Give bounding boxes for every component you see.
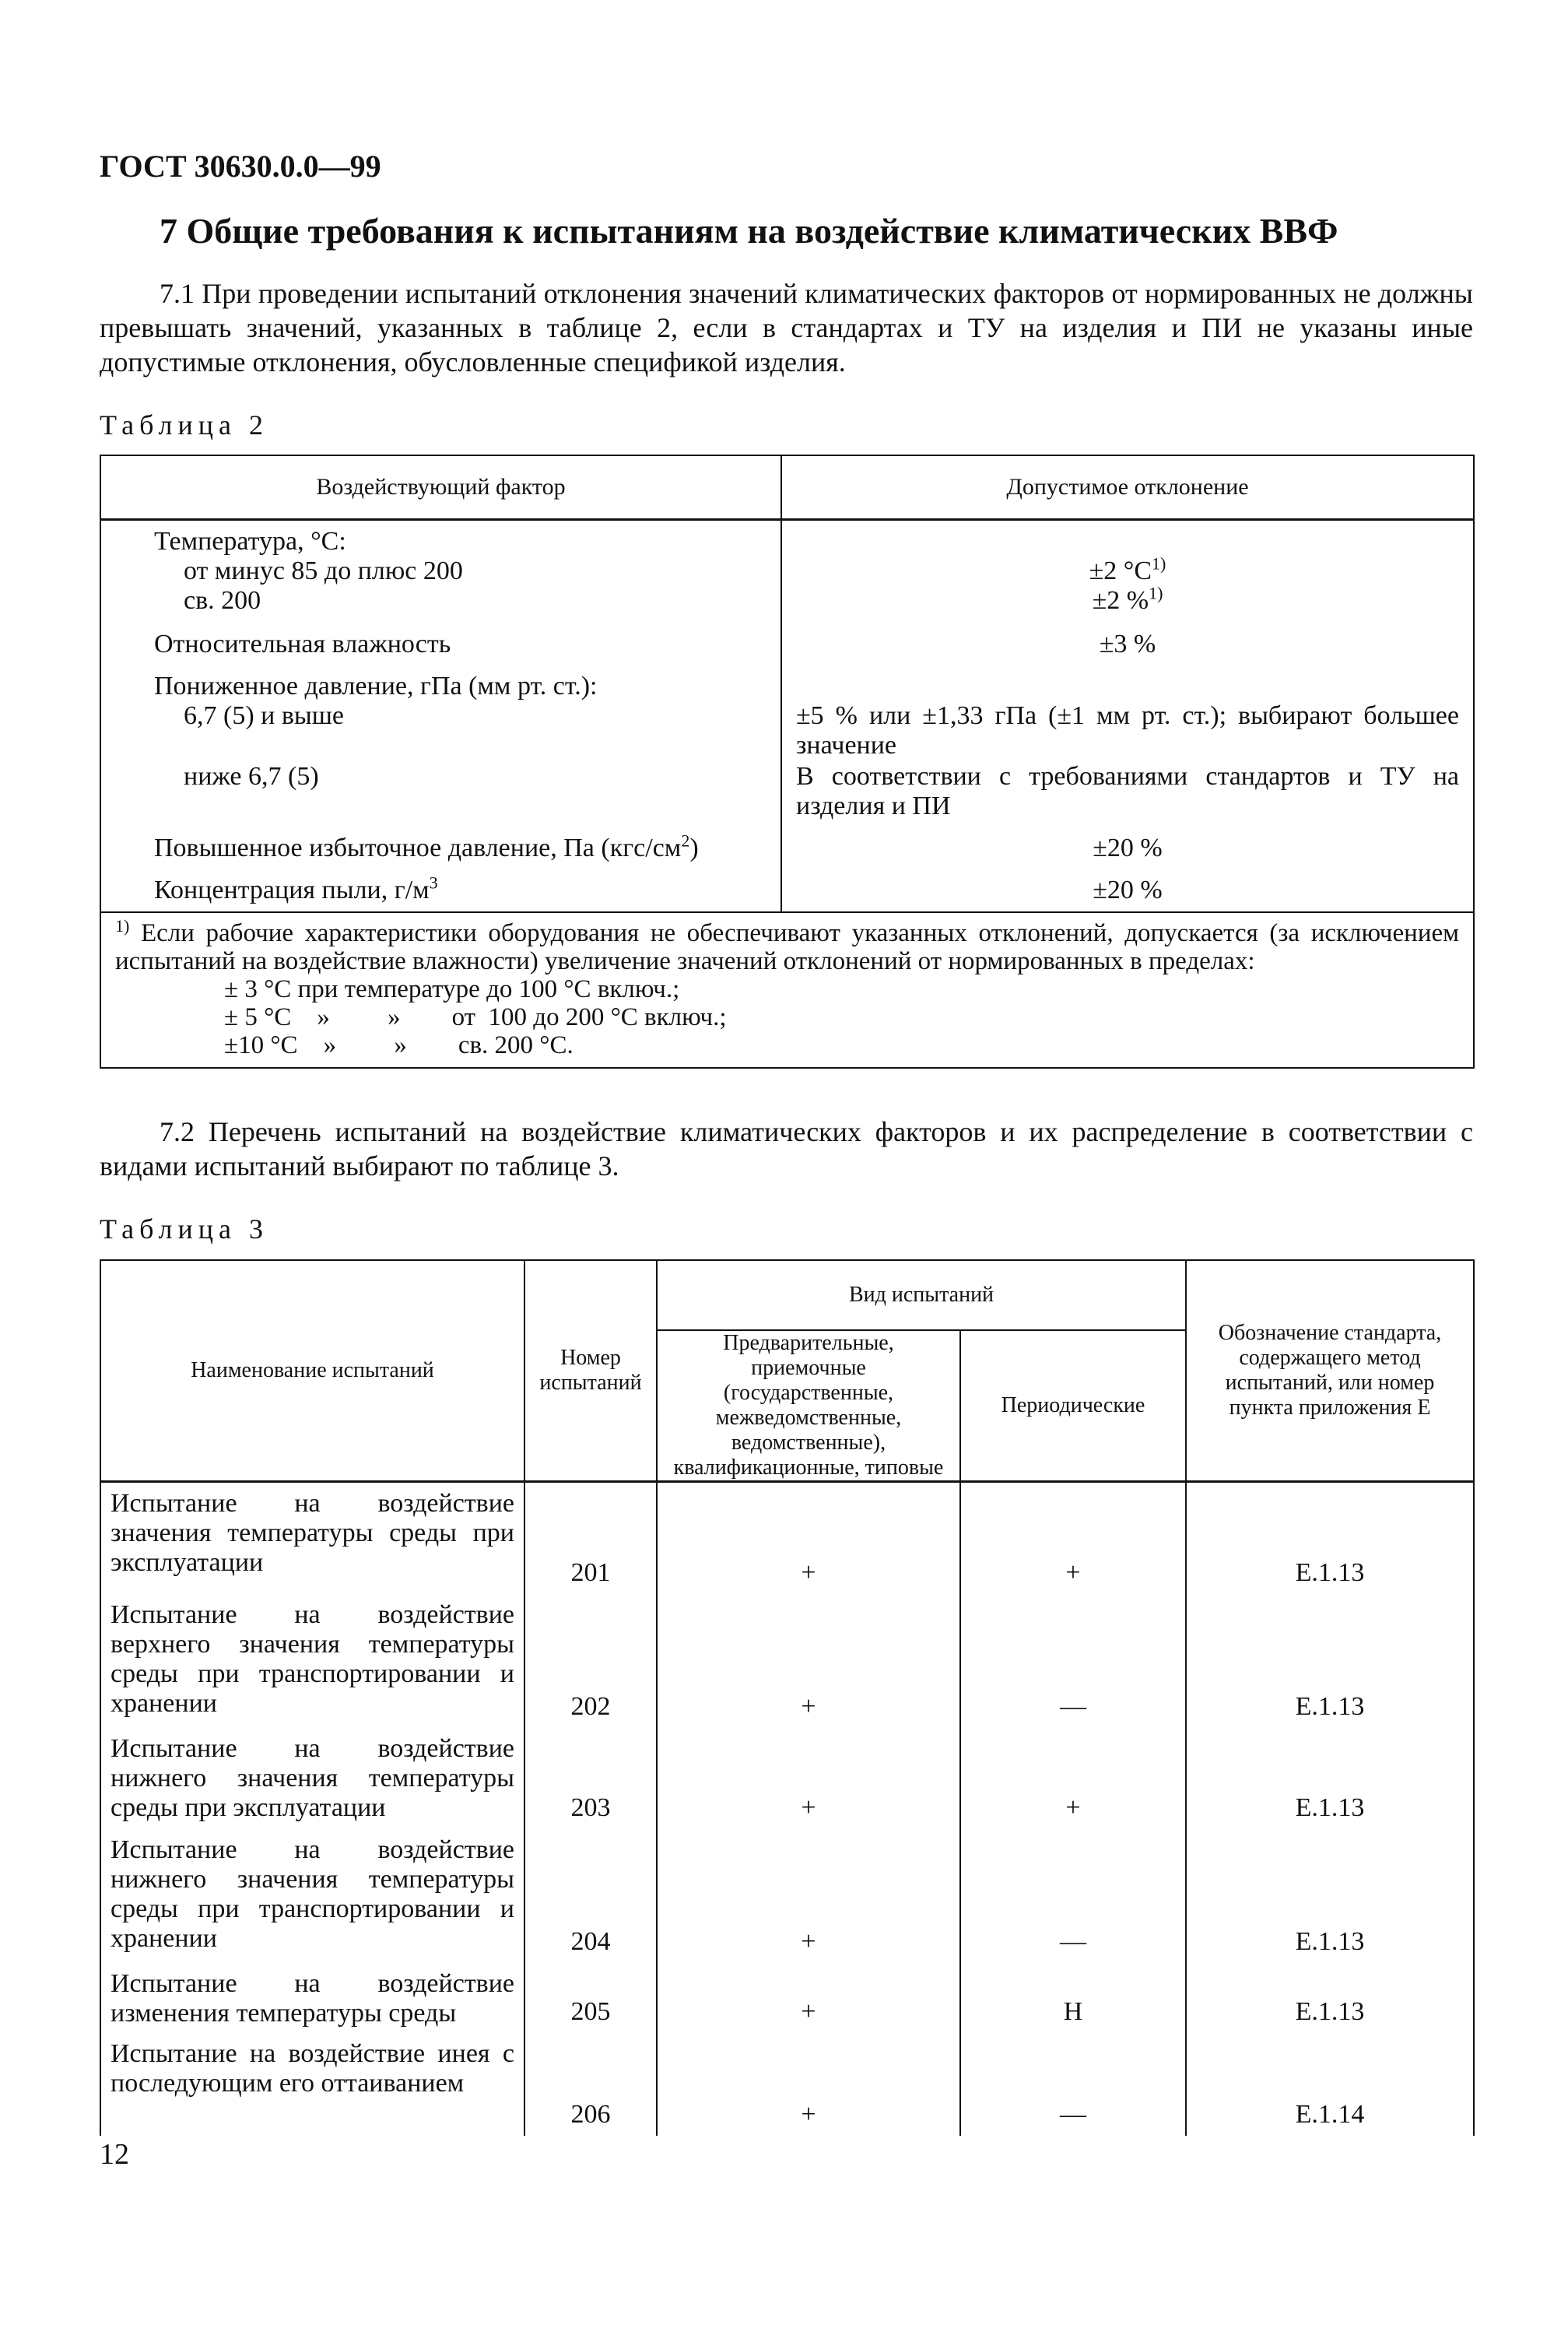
row-name: Испытание на воздействие инея с последующим его оттаиванием: [100, 2033, 524, 2136]
row-standard: Е.1.13: [1186, 1829, 1474, 1963]
row-preliminary: +: [657, 1963, 960, 2033]
table3-header-name: Наименование испытаний: [100, 1260, 524, 1482]
footnote-line-3: ±10 °С » » св. 200 °С.: [224, 1031, 574, 1059]
temperature-deviation-2: ±2 %$^{1)}$: [1092, 583, 1163, 615]
row-standard: Е.1.13: [1186, 1482, 1474, 1594]
table-2: [100, 455, 1475, 1069]
row-name: Испытание на воздействие изменения температуры среды: [100, 1963, 524, 2033]
row-number: 202: [524, 1594, 657, 1728]
table3-header-periodic: Периодические: [960, 1330, 1186, 1482]
table-row: [100, 1963, 1474, 2033]
table-3: [100, 1259, 1475, 2136]
footnote-line-1: ± 3 °С при температуре до 100 °С включ.;: [224, 975, 680, 1003]
row-periodic: —: [960, 1594, 1186, 1728]
temperature-range-2: св. 200: [184, 586, 261, 615]
row-periodic: +: [960, 1728, 1186, 1829]
humidity-label: Относительная влажность: [100, 619, 781, 661]
section-title: 7 Общие требования к испытаниям на воздействие климатических ВВФ: [160, 211, 1338, 251]
row-periodic: —: [960, 2033, 1186, 2136]
document-code: ГОСТ 30630.0.0—99: [100, 149, 381, 184]
dust-label: Концентрация пыли, $г/м^3$: [100, 865, 781, 912]
row-name: Испытание на воздействие верхнего значения температуры среды при транспортировании и хранении: [100, 1594, 524, 1728]
temperature-range-1: от минус 85 до плюс 200: [184, 557, 463, 585]
row-standard: Е.1.13: [1186, 1594, 1474, 1728]
table3-header-number: Номер испытаний: [524, 1260, 657, 1482]
table3-header-kind: Вид испытаний: [657, 1260, 1186, 1330]
row-preliminary: +: [657, 2033, 960, 2136]
paragraph-7-1: [100, 276, 1473, 379]
table2-header-factor: Воздействующий фактор: [100, 455, 781, 520]
table3-caption: Таблица 3: [100, 1213, 268, 1245]
paragraph-7-2-text: 7.2 Перечень испытаний на воздействие климатических факторов и их распределение в соответствии с видами испытаний выбирают по таблице 3.: [100, 1116, 1473, 1182]
row-number: 204: [524, 1829, 657, 1963]
table-row: [100, 1594, 1474, 1728]
row-periodic: +: [960, 1482, 1186, 1594]
row-name: Испытание на воздействие нижнего значения температуры среды при эксплуатации: [100, 1728, 524, 1829]
table3-header-standard: Обозначение стандарта, содержащего метод испытаний, или номер пункта приложения Е: [1186, 1260, 1474, 1482]
paragraph-7-1-text: 7.1 При проведении испытаний отклонения значений климатических факторов от нормированных не должны превышать значений, указанных в таблице 2, если в стандартах и ТУ на изделия и ПИ не указаны иные допустимые отклонения, обусловленные спецификой изделия.: [100, 278, 1473, 377]
row-preliminary: +: [657, 1594, 960, 1728]
table-row: [100, 1728, 1474, 1829]
temperature-label: Температура, °С:: [154, 527, 346, 556]
table-row: [100, 520, 1474, 620]
row-number: 201: [524, 1482, 657, 1594]
pressure-label: Пониженное давление, гПа (мм рт. ст.):: [154, 672, 598, 700]
dust-deviation: ±20 %: [781, 865, 1474, 912]
temperature-deviation-1: ±2 $^\circ С^{1)}$: [1089, 553, 1166, 585]
pressure-range-1: 6,7 (5) и выше: [184, 701, 345, 730]
overpressure-label: Повышенное избыточное давление, Па $(кгс/см^2)$: [100, 823, 781, 865]
pressure-deviation-1: ±5 % или ±1,33 гПа (±1 мм рт. ст.); выбирают большее значение: [781, 661, 1474, 760]
row-periodic: —: [960, 1829, 1186, 1963]
row-number: 205: [524, 1963, 657, 2033]
row-name: Испытание на воздействие значения температуры среды при эксплуатации: [100, 1482, 524, 1594]
humidity-deviation: ±3 %: [781, 619, 1474, 661]
page-number: 12: [100, 2138, 129, 2171]
row-standard: Е.1.14: [1186, 2033, 1474, 2136]
pressure-deviation-2: В соответствии с требованиями стандартов и ТУ на изделия и ПИ: [781, 760, 1474, 823]
row-standard: Е.1.13: [1186, 1728, 1474, 1829]
table2-footnote: $^{1)}$ Если рабочие характеристики оборудования не обеспечивают указанных отклонений, допускается (за исключением испытаний на воздействие влажности) увеличение значений отклонений от нормированных в пределах: ± 3 °С при температуре до 100 °С включ.; ± 5 °С » » от 100 до 200 °С включ.; ±10 °С » » св. 200 °С.: [100, 912, 1474, 1068]
table-row: [100, 661, 1474, 760]
table-row: [100, 865, 1474, 912]
paragraph-7-2: [100, 1115, 1473, 1183]
table-row: [100, 1829, 1474, 1963]
footnote-line-2: ± 5 °С » » от 100 до 200 °С включ.;: [224, 1003, 727, 1031]
row-number: 206: [524, 2033, 657, 2136]
row-periodic: Н: [960, 1963, 1186, 2033]
row-number: 203: [524, 1728, 657, 1829]
table-row: [100, 1482, 1474, 1594]
table-row: [100, 760, 1474, 823]
row-preliminary: +: [657, 1728, 960, 1829]
table3-header-preliminary: Предварительные, приемочные (государственные, межведомственные, ведомственные), квалификационные, типовые: [657, 1330, 960, 1482]
row-preliminary: +: [657, 1482, 960, 1594]
table-row: [100, 619, 1474, 661]
pressure-range-2: ниже 6,7 (5): [184, 762, 319, 791]
row-standard: Е.1.13: [1186, 1963, 1474, 2033]
row-preliminary: +: [657, 1829, 960, 1963]
table2-caption: Таблица 2: [100, 409, 268, 441]
table2-header-deviation: Допустимое отклонение: [781, 455, 1474, 520]
table-row: [100, 823, 1474, 865]
overpressure-deviation: ±20 %: [781, 823, 1474, 865]
table-row: [100, 2033, 1474, 2136]
row-name: Испытание на воздействие нижнего значения температуры среды при транспортировании и хранении: [100, 1829, 524, 1963]
